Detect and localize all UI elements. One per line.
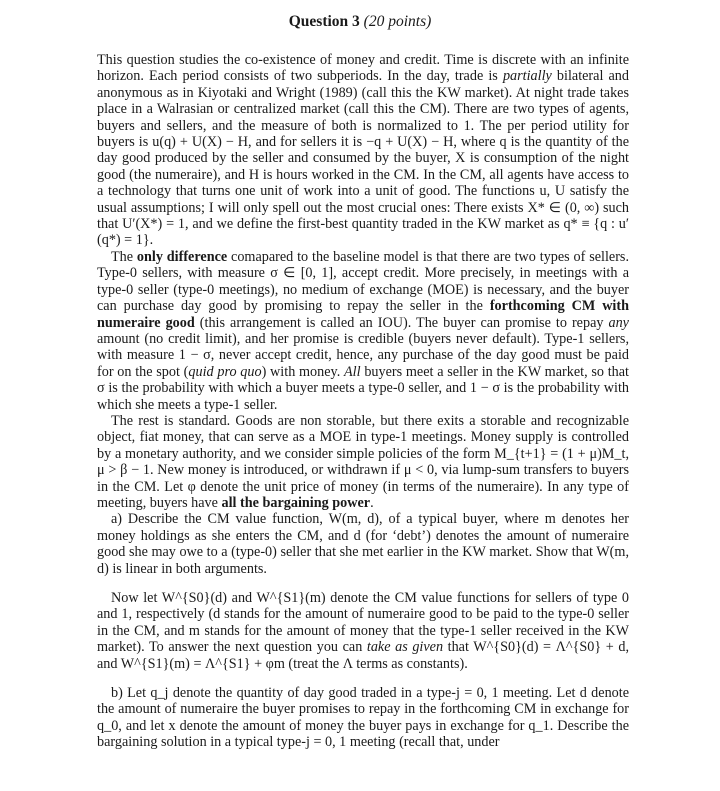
paragraph-part-b: b) Let q_j denote the quantity of day good traded in a type-j = 0, 1 meeting. Let d denote the amount of numeraire the buyer promises to repay in the forthcoming CM in exchange for q_0, and let x denote the amount of money the buyer pays in exchange for q_1. Describe the bargaining solution in a typical type-j = 0, 1 meeting (recall that, under [97,685,629,751]
question-heading [0,13,720,31]
paragraph-difference: The only difference comapared to the baseline model is that there are two types of sellers. Type-0 sellers, with measure σ ∈ [0, 1], accept credit. More precisely, in meetings with a type-0 seller (type-0 meetings), no medium of exchange (MOE) is necessary, and the buyer can purchase day good by promising to repay the seller in the forthcoming CM with numeraire good (this arrangement is called an IOU). The buyer can promise to repay any amount (no credit limit), and her promise is credible (buyers never default). Type-1 sellers, with measure 1 − σ, never accept credit, hence, any purchase of the day good must be paid for on the spot (quid pro quo) with money. All buyers meet a seller in the KW market, so that σ is the probability with which a buyer meets a type-0 seller, and 1 − σ is the probability with which she meets a type-1 seller. [97,248,630,413]
question-body [97,52,629,751]
question-title: Question 3 [288,13,360,30]
question-points: (20 points) [363,13,432,30]
paragraph-standard: The rest is standard. Goods are non storable, but there exits a storable and recognizable object, fiat money, that can serve as a MOE in type-1 meetings. Money supply is controlled by a monetary authority, and we consider simple policies of the form M_{t+1} = (1 + μ)M_t, μ > β − 1. New money is introduced, or withdrawn if μ < 0, via lump-sum transfers to buyers in the CM. Let φ denote the unit price of money (in terms of the numeraire). In any type of meeting, buyers have all the bargaining power. [97,412,629,511]
paragraph-part-a: a) Describe the CM value function, W(m, d), of a typical buyer, where m denotes her money holdings as she enters the CM, and d (for ‘debt’) denotes the amount of numeraire good she may owe to a (type-0) seller that she met earlier in the KW market. Show that W(m, d) is linear in both arguments. [97,511,629,577]
paragraph-seller-values: Now let W^{S0}(d) and W^{S1}(m) denote the CM value functions for sellers of type 0 and 1, respectively (d stands for the amount of numeraire good to be paid to the type-0 seller in the CM, and m stands for the amount of money that the type-1 seller received in the KW market). To answer the next question you can take as given that W^{S0}(d) = Λ^{S0} + d, and W^{S1}(m) = Λ^{S1} + φm (treat the Λ terms as constants). [97,590,629,672]
paragraph-setup: This question studies the co-existence of money and credit. Time is discrete with an infinite horizon. Each period consists of two subperiods. In the day, trade is partially bilateral and anonymous as in Kiyotaki and Wright (1989) (call this the KW market). At night trade takes place in a Walrasian or centralized market (call this the CM). There are two types of agents, buyers and sellers, and the measure of both is normalized to 1. The per period utility for buyers is u(q) + U(X) − H, and for sellers it is −q + U(X) − H, where q is the quantity of the day good produced by the seller and consumed by the buyer, X is consumption of the night good (the numeraire), and H is hours worked in the CM. In the CM, all agents have access to a technology that turns one unit of work into a unit of good. The functions u, U satisfy the usual assumptions; I will only spell out the most crucial ones: There exists X* ∈ (0, ∞) such that U′(X*) = 1, and we define the first-best quantity traded in the KW market as q* ≡ {q : u′(q*) = 1}. [97,52,629,249]
